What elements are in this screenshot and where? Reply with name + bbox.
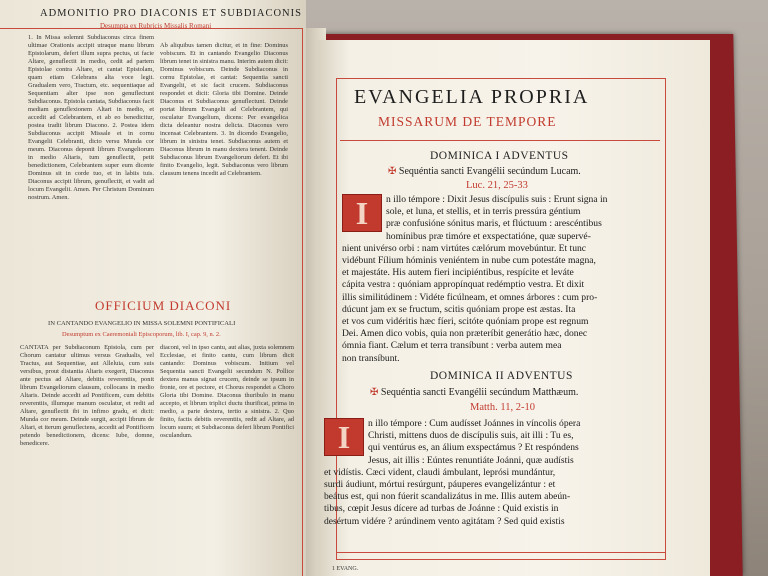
page-subtitle: MISSARUM DE TEMPORE xyxy=(378,114,557,129)
footer-rule xyxy=(336,552,666,553)
left-page-subheading: Desumpta ex Rubricis Missalis Romani xyxy=(100,22,212,30)
cross-icon: ✠ xyxy=(388,166,399,177)
right-page xyxy=(318,40,710,576)
text-line: n illo témpore : Cum audísset Joánnes in víncolis ópera xyxy=(368,418,581,429)
section-1-sequence-text: Sequéntia sancti Evangélii secúndum Lucam. xyxy=(398,166,581,177)
page-footer: 1 EVANG. xyxy=(332,566,359,572)
text-line: homínibus præ timóre et exspectatióne, quæ supervé- xyxy=(386,230,591,242)
text-line: desértum vidére ? arúndinem vento agitátam ? Sed quid existis xyxy=(324,515,565,527)
text-line: Christi, mittens duos de discípulis suis, ait illi : Tu es, xyxy=(368,430,574,442)
text-line: et vos cum vidéritis hæc fíeri, scitóte quóniam prope est regnum xyxy=(342,316,589,328)
section-2-heading: DOMINICA II ADVENTUS xyxy=(430,370,573,382)
text-line: et vidístis. Cæci vident, claudi ámbulant, leprósi mundántur, xyxy=(324,466,556,478)
text-line: beátus est, qui non fúerit scandalizátus in me. Illis autem abeún- xyxy=(324,491,571,503)
section-1-heading: DOMINICA I ADVENTUS xyxy=(430,150,569,162)
section-2-sequence xyxy=(370,387,578,398)
section-2-sequence-text: Sequéntia sancti Evangélii secúndum Matthæum. xyxy=(380,387,579,398)
officium-subheading: IN CANTANDO EVANGELIO IN MISSA SOLEMNI PONTIFICALI xyxy=(48,320,236,327)
left-column-3: CANTATA per Subdiaconum Epistola, cum per Chorum cantatur ultimus versus Gradualis, vel Tractus, aut Sequentiae, aut Alleluia, cum suis versibus, prout distantia Altaris exegerit, Diaconus ante pectus ad Altare, debitis reverentiis, ponit librum Evangeliorum clausum, collocans in medio Altaris. Deinde accedit ad Pontificem, cum debitis reverentiis, illumque manum osculatur, et redit ad Altare, genuflectit ibi in infimo gradu, et dicit: Munda cor meum. Deinde surgit, accipit librum de Altari, et iterum genuflectens, accedit ad Pontificem petendo benedictionem, dicens: Iube, domne, benedicere. xyxy=(20,344,154,447)
text-line: illis similitúdinem : Vidéte ficúlneam, et omnes árbores : cum pro- xyxy=(342,291,598,303)
left-page xyxy=(0,0,306,576)
left-column-2: Ab aliquibus tamen dicitur, et in fine: Dominus vobiscum. Et in cantando Evangelio Diaconus librum tenet in sinistra manu. Interim autem dicit: Dominus vobiscum. Deinde Subdiaconus in cornu Epistolae, et cantat: Sequentia sancti Evangelii, et sic facit crucem. Subdiaconus respondet et dicit: Gloria tibi Domine. Deinde Diaconus et Subdiaconus genuflectunt. Deinde portat librum Evangelii ad Celebrantem, qui osculatur Evangelium, dicens: Per evangelica dicta deleantur nostra delicta. Diaconus vero incensat Celebrantem. 3. In dicendo Evangelio, librum in sinistra tenet. Subdiaconus autem et Diaconus librum in manu dextera tenent. Deinde Subdiaconus librum Evangeliorum defert. Et ibi finito Evangelio, legit. Subdiaconus vero librum clausum tenens incedit ad Celebrantem. xyxy=(160,42,288,177)
text-line: vidébunt Fílium hóminis veniéntem in nube cum potestáte magna, xyxy=(342,255,596,267)
text-line: Jesus, ait illis : Eúntes renuntiáte Joánni, quæ audístis xyxy=(368,454,574,466)
cross-icon: ✠ xyxy=(370,387,381,398)
page-title: EVANGELIA PROPRIA xyxy=(354,86,590,108)
left-column-1: 1. In Missa solemni Subdiaconus circa finem ultimae Orationis accipit utraque manu librum Epistolarum, defert illum supra pectus, ut facie Altare, genuflectit in medio, cedit ad partem Epistolae contra Altare, et cantat Epistolam, quam etiam Celebrans alta voce legit. Gradualem vero, Tractum, etc. sequentiaque ad Sequentiam alter ipse non genuflectunt Subdiaconus. Epistola cantata, Subdiaconus facit mediam genuflexionem Altari in medio, et accedit ad Celebrantem, et ab eo benedicitur, postea tradit librum Diacono. 2. Postea idem Subdiaconus accipit Missale et in cornu Evangelii Celebranti, dicto versu Munda cor meum. Diaconus deponit librum Evangeliorum in medio Altaris, tum genuflectit, petit benedictionem, Celebrantem super eum dicente Dominus sit in corde tuo, et in labiis tuis. Diaconus accipit librum, genuflectit, et vadit ad locum Evangelii. Amen. Per Christum Dominum nostrum. Amen. xyxy=(28,34,154,201)
text-line: ómnia fiant. Cælum et terra transíbunt : verba autem mea xyxy=(342,340,562,352)
text-line: cápita vestra : quóniam appropínquat redémptio vestra. Et dixit xyxy=(342,279,585,291)
text-line: non transíbunt. xyxy=(342,352,400,364)
officium-reference: Desumptum ex Caeremoniali Episcoporum, lib. I, cap. 9, n. 2. xyxy=(62,331,221,338)
section-1-reference: Luc. 21, 25-33 xyxy=(466,180,528,191)
text-line: Dei. Amen dico vobis, quia non præteríbit generátio hæc, donec xyxy=(342,328,588,340)
text-line: præ confusióne sónitus maris, et flúctuum : arescéntibus xyxy=(386,218,602,230)
section-2-reference: Matth. 11, 2-10 xyxy=(470,402,535,413)
text-line: tibus, cœpit Jesus dícere ad turbas de Joánne : Quid existis in xyxy=(324,503,559,515)
section-1-sequence xyxy=(388,166,581,177)
section-1-initial-letter: I xyxy=(355,195,369,231)
text-line: nient univérso orbi : nam virtútes cælórum movebúntur. Et tunc xyxy=(342,242,587,254)
text-line: qui ventúrus es, an álium exspectámus ? Et respóndens xyxy=(368,442,579,454)
section-1-body xyxy=(342,194,660,365)
text-line: dúcunt jam ex se fructum, scitis quóniam prope est æstas. Ita xyxy=(342,303,576,315)
title-rule xyxy=(340,140,660,141)
left-column-4: diaconi, vel in ipso cantu, aut alias, juxta solemnem Ecclesiae, et finito cantu, cum librum dicit cantando: Dominus vobiscum. Initium vel Sequentia sancti Evangelii secundum N. Pollice dextera manus signat crucem, deinde se ipsum in fronte, ore et pectore, et Chorus respondet a Choro Gloria tibi Domine. Diaconus thuribulo in manu accepto, et librum triplici ductu thurificat, prima in medio, a parte dextera, tertio a sinistra. 2. Quo finito, factis debitis reverentiis, redit ad Altare, ad locum suum; et Subdiaconus defert librum Pontifici osculandum. xyxy=(160,344,294,439)
text-line: surdi áudiunt, mórtui resúrgunt, páuperes evangelizántur : et xyxy=(324,479,556,491)
officium-title: OFFICIUM DIACONI xyxy=(95,298,232,313)
text-line: n illo témpore : Dixit Jesus discípulis suis : Erunt signa in xyxy=(386,194,608,205)
text-line: et majestáte. His autem fieri incipiéntibus, respícite et leváte xyxy=(342,267,574,279)
section-2-body xyxy=(324,418,660,528)
text-line: sole, et luna, et stellis, et in terris pressúra géntium xyxy=(386,206,581,218)
section-2-initial-letter: I xyxy=(337,419,351,455)
left-page-heading: ADMONITIO PRO DIACONIS ET SUBDIACONIS xyxy=(40,8,302,19)
